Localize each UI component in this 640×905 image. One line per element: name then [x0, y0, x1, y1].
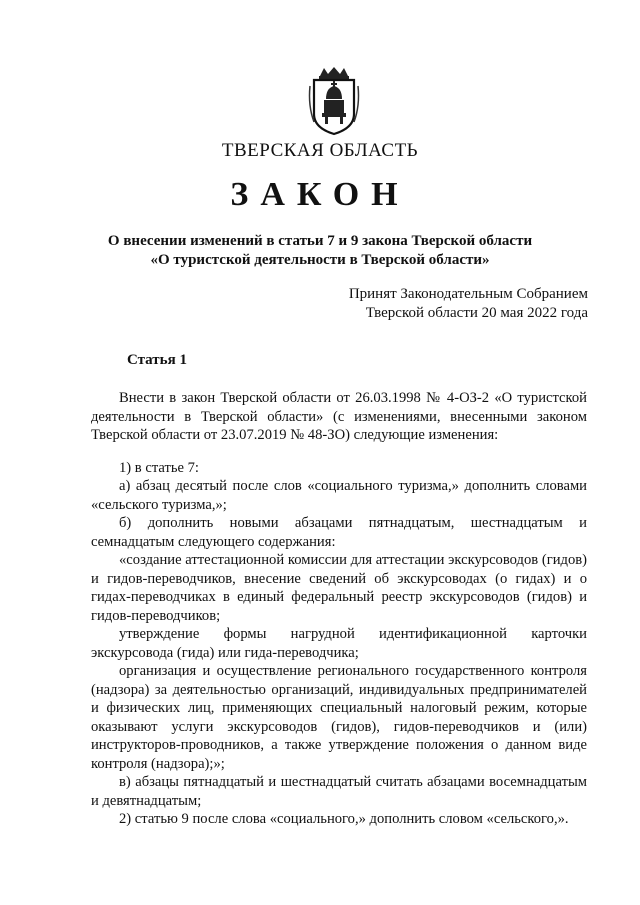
paragraph-item-1b: б) дополнить новыми абзацами пятнадцатым, шестнадцатым и семнадцатым следующего содержания:	[91, 515, 587, 550]
adoption-line-2: Тверской области 20 мая 2022 года	[365, 305, 588, 321]
paragraph-item-2: 2) статью 9 после слова «социального,» дополнить словом «сельского,».	[119, 811, 569, 827]
document-type: ЗАКОН	[230, 176, 410, 213]
region-name: ТВЕРСКАЯ ОБЛАСТЬ	[221, 140, 419, 161]
paragraph-new-16: утверждение формы нагрудной идентификационной карточки экскурсовода (гида) или гида-переводчика;	[91, 626, 587, 661]
law-title-line-2: «О туристской деятельности в Тверской области»	[150, 252, 490, 268]
article-heading: Статья 1	[127, 352, 187, 368]
paragraph-item-1a: а) абзац десятый после слов «социального туризма,» дополнить словами «сельского туризма,»;	[91, 478, 587, 513]
paragraph-item-1c: в) абзацы пятнадцатый и шестнадцатый считать абзацами восемнадцатым и девятнадцатым;	[91, 774, 587, 809]
paragraph-new-17: организация и осуществление регионального государственного контроля (надзора) за деятельностью организаций, индивидуальных предпринимателей и физических лиц, применяющих специальный налоговый режим, которые оказывают услуги экскурсоводов (гидов), гидов-переводчиков и (или) инструкторов-проводников, а также утверждение положения о данном виде контроля (надзора);»;	[91, 663, 587, 772]
paragraph-new-15: «создание аттестационной комиссии для аттестации экскурсоводов (гидов) и гидов-переводчиков, внесение сведений об экскурсоводах (о гидах) и о гидах-переводчиках в единый федеральный реестр экскурсоводов (гидов) и гидов-переводчиков;	[91, 552, 587, 624]
adoption-note	[349, 285, 588, 323]
paragraph-item-1: 1) в статье 7:	[119, 459, 199, 476]
adoption-line-1: Принят Законодательным Собранием	[348, 286, 588, 302]
paragraph-intro: Внести в закон Тверской области от 26.03.1998 № 4-ОЗ-2 «О туристской деятельности в Тверской области» (с изменениями, внесенными законом Тверской области от 23.07.2019 № 48-ЗО) следующие изменения:	[91, 390, 587, 443]
law-title	[60, 232, 580, 270]
article-body	[91, 389, 587, 829]
law-title-line-1: О внесении изменений в статьи 7 и 9 закона Тверской области	[107, 233, 533, 249]
tver-coat-of-arms-icon	[306, 66, 362, 136]
